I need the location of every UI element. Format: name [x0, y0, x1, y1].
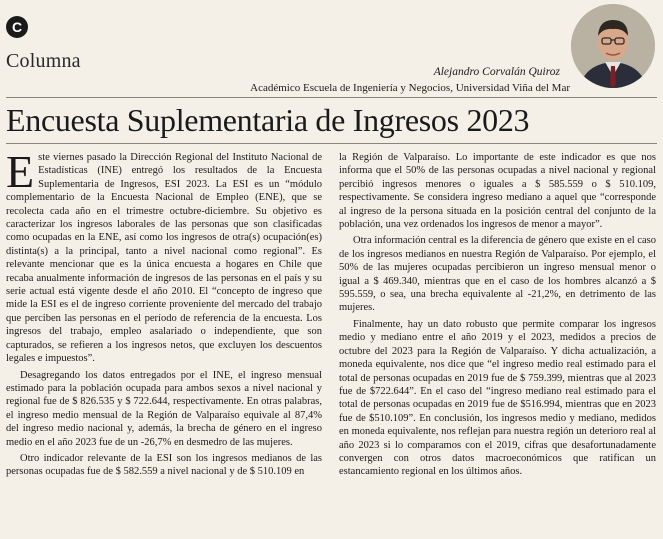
article-paragraph: la Región de Valparaíso. Lo importante de este indicador es que nos informa que el 50% de las personas ocupadas a nivel nacional y regional percibió ingresos menores o iguales a $ 585.559 o $ 510.109, respectivamente. Se considera ingreso mediano a aquel que “corresponde al ingreso de la persona situada en la posición central del conjunto de la población, una vez ordenados los ingresos de menor a mayor”.: [339, 152, 656, 231]
article-title: Encuesta Suplementaria de Ingresos 2023: [6, 102, 530, 138]
header-divider: [6, 97, 657, 98]
article-paragraph: Este viernes pasado la Dirección Regional del Instituto Nacional de Estadísticas (INE) entregó los resultados de la Encuesta Suplementaria de Ingresos, ESI 2023. La ESI es un “módulo complementario de la Encuesta Nacional de Empleo (ENE), que se recolecta cada año en el trimestre octubre-diciembre. Su objetivo es caracterizar los ingresos laborales de las personas que son clasificadas como ocupadas en la ENE, así como los ingresos de otra(s) ocupación(es) distinta(s) a la principal, tanto a nivel nacional como regional”. Es relevante mencionar que es la única encuesta a hogares en Chile que recaba anualmente información de ingresos de las personas en el país y su serie actual está vigente desde el año 2010. El “concepto de ingreso que mide la ESI es el de ingreso corriente proveniente del mercado del trabajo que perciben las personas en el período de referencia de la encuesta. Los ingresos del trabajo, empleo asalariado o independiente, que son capturados, se refieren a los ingresos netos, que excluyen los descuentos legales e impuestos”.: [6, 146, 322, 365]
title-divider: [6, 143, 657, 144]
author-role: Académico Escuela de Ingeniería y Negocios, Universidad Viña del Mar: [250, 82, 570, 94]
article-paragraph: Desagregando los datos entregados por el INE, el ingreso mensual estimado para la población ocupada para ambos sexos a nivel nacional y regional fue de $ 826.535 y $ 722.644, respectivamente. En otras palabras, el ingreso medio mensual de la Región de Valparaíso equivale al 87,4% del ingreso medio nacional y, además, la brecha de género en el ingreso medio en el año 2023 fue de un -26,7% en desmedro de las mujeres.: [6, 369, 322, 448]
drop-cap: E: [6, 146, 35, 197]
article-column-left: [6, 146, 322, 482]
section-label: Columna: [6, 50, 81, 72]
author-portrait-icon: [571, 4, 655, 88]
section-badge: C: [6, 16, 28, 38]
author-photo: [571, 4, 655, 88]
article-paragraph: Otro indicador relevante de la ESI son los ingresos medianos de las personas ocupadas fue de $ 582.559 a nivel nacional y de $ 510.109 en: [6, 452, 322, 478]
article-paragraph: Finalmente, hay un dato robusto que permite comparar los ingresos medio y mediano entre el año 2019 y el 2023, medidos a precios de octubre del 2023 para la Región de Valparaíso. Y dicha actualización, a moneda equivalente, nos dice que “el ingreso medio real estimado para el total de personas ocupadas en 2019 fue de $ 759.399, mientras que al 2023 fue de $722.644”. En el caso del “ingreso mediano real estimado para el total de personas ocupadas en 2019 fue de $516.994, mientras que en 2023 fue de $510.109”. En conclusión, los ingresos medio y mediano, medidos en moneda equivalente, nos reflejan para nuestra región un deterioro real al año 2023 si lo comparamos con el 2019, cifras que desafortunadamente convergen con otros datos macroeconómicos que ratifican un estancamiento regional en los últimos años.: [339, 318, 656, 478]
author-name: Alejandro Corvalán Quiroz: [433, 66, 560, 78]
article-column-right: [339, 151, 656, 482]
article-paragraph: Otra información central es la diferencia de género que existe en el caso de los ingresos medianos en nuestra Región de Valparaíso. Por ejemplo, el 50% de las mujeres ocupadas percibieron un ingreso mensual menor o igual a $ 469.340, mientras que en el caso de los hombres alcanzó a $ 595.559, o sea, una brecha equivalente al -21,2%, en detrimento de las mujeres.: [339, 235, 656, 314]
